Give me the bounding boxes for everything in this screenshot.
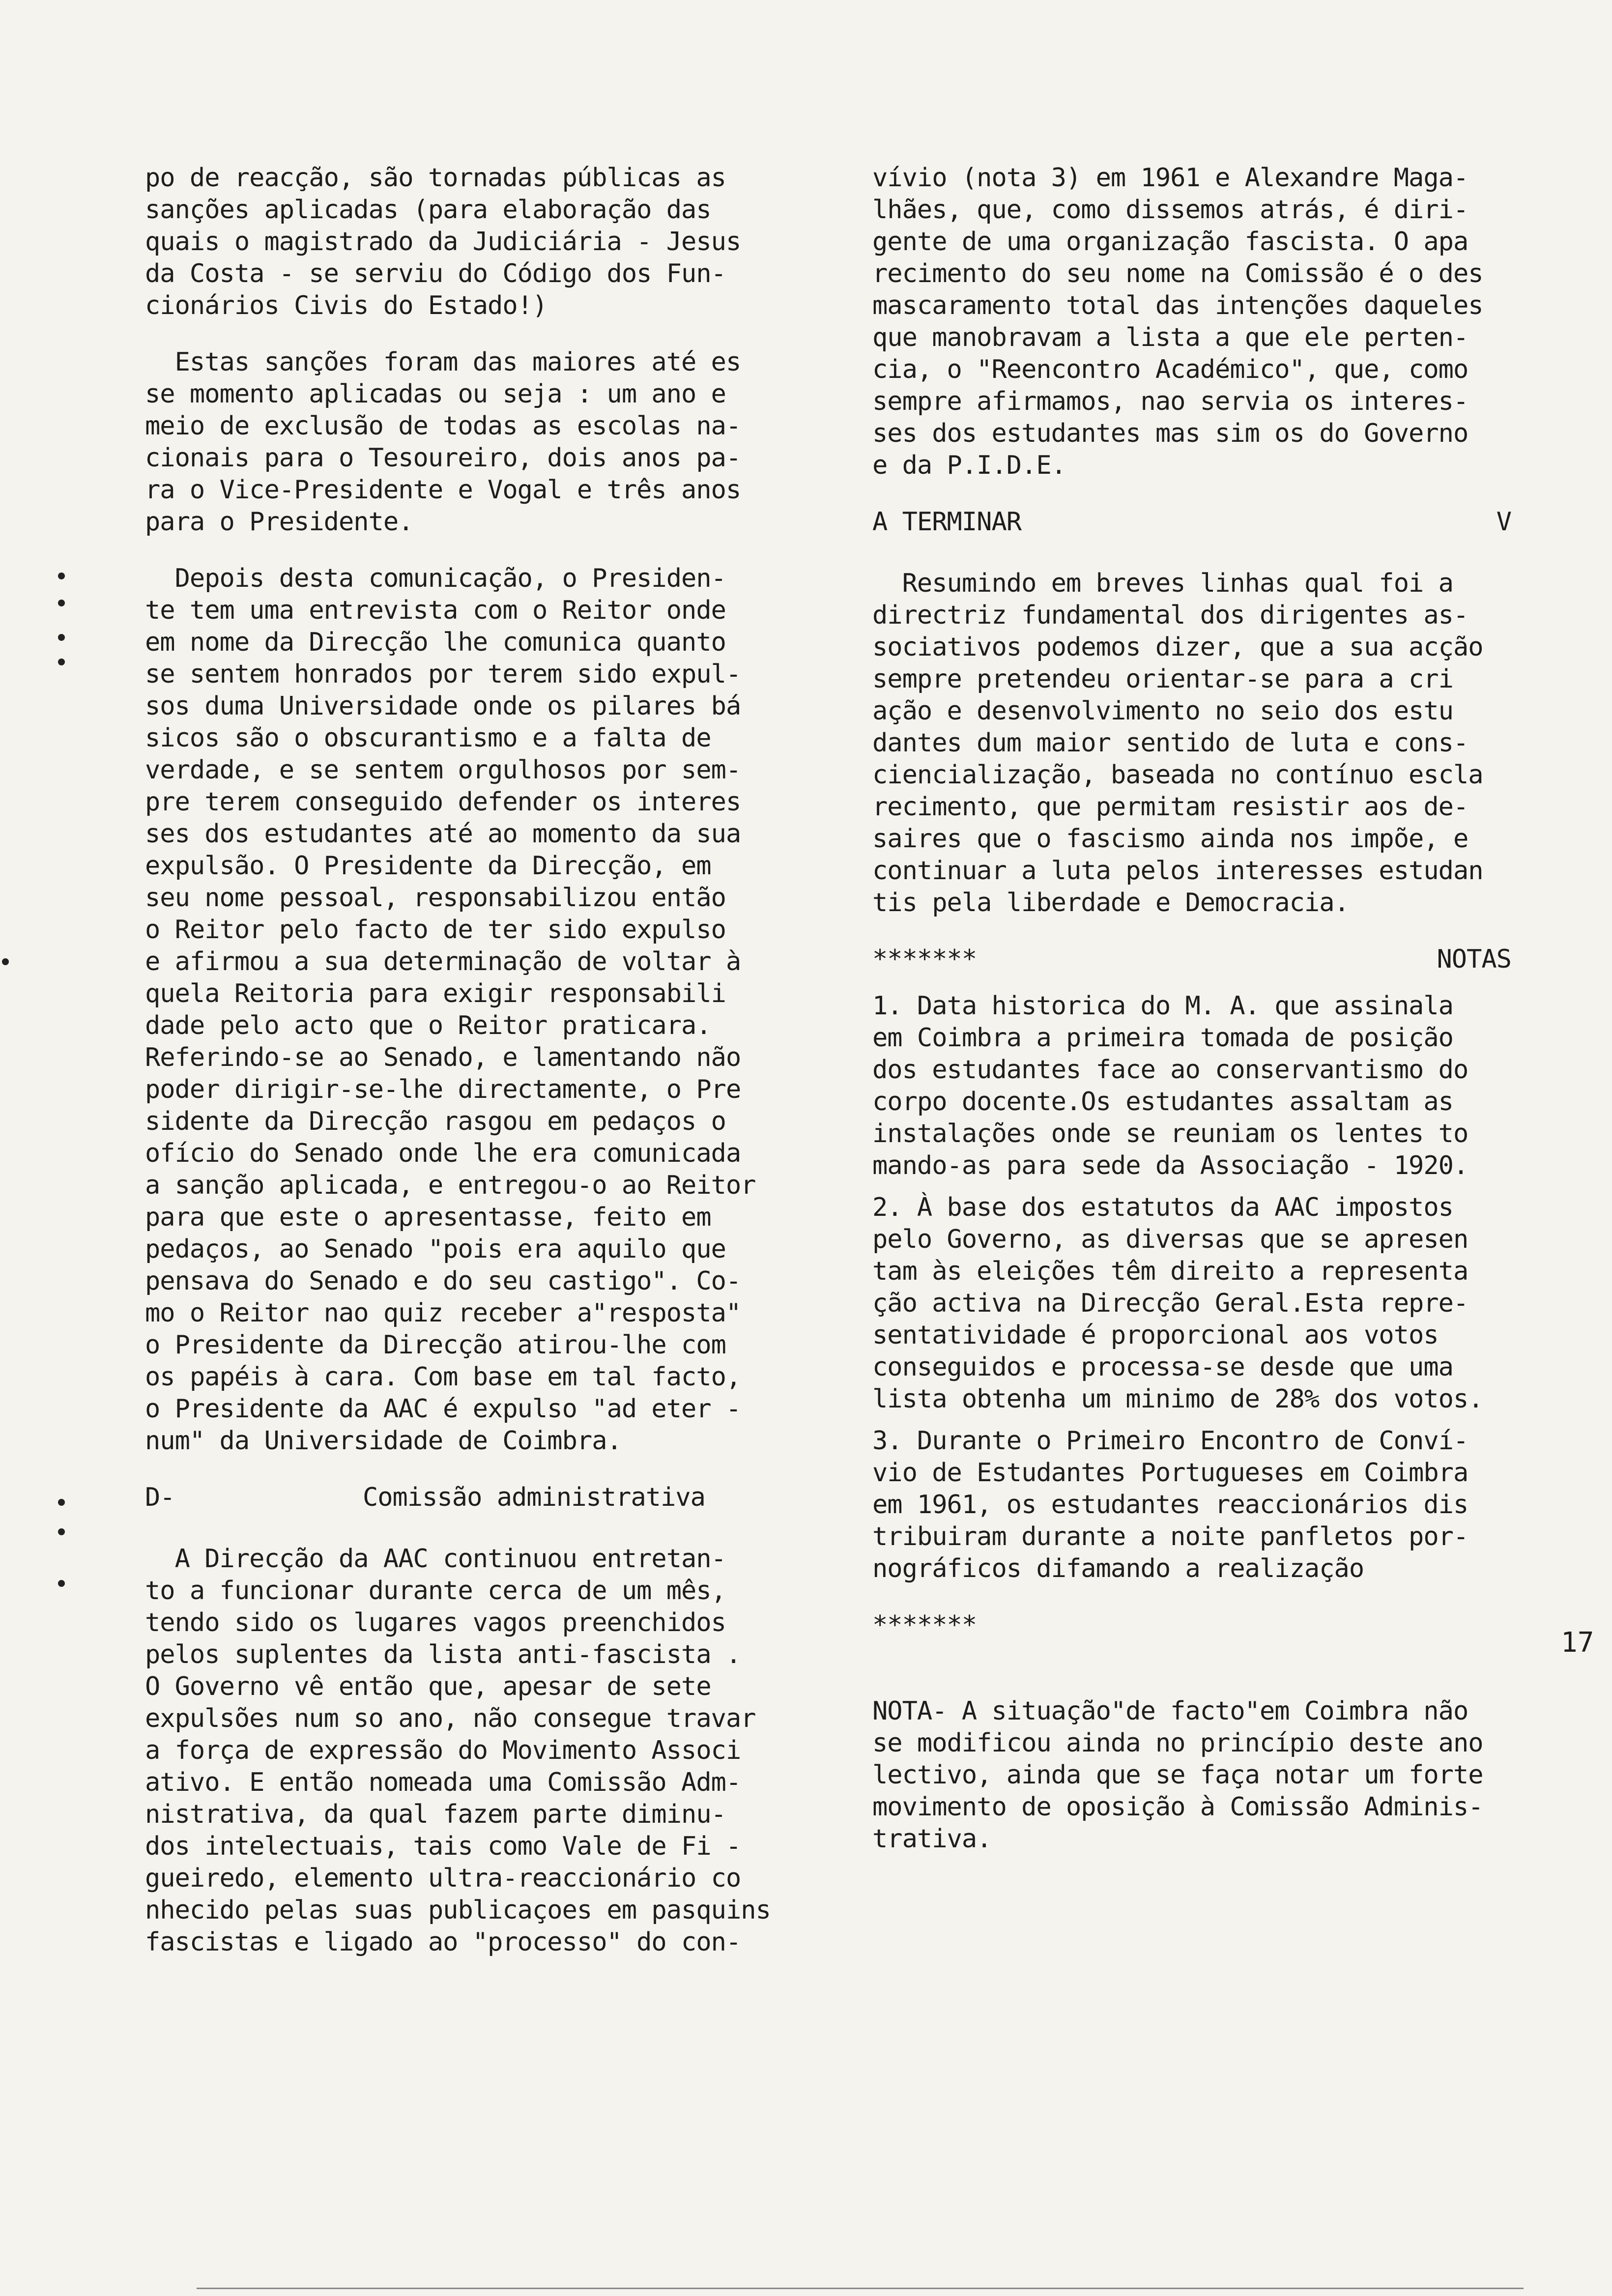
text-line: sentatividade é proporcional aos votos <box>872 1320 1439 1350</box>
text-line: vívio (nota 3) em 1961 e Alexandre Maga- <box>872 163 1468 193</box>
text-line: pensava do Senado e do seu castigo". Co- <box>145 1266 741 1296</box>
notes-separator: ******* <box>872 945 977 974</box>
text-line: verdade, e se sentem orgulhosos por sem- <box>145 755 741 785</box>
text-line: meio de exclusão de todas as escolas na- <box>145 411 741 441</box>
text-line: tis pela liberdade e Democracia. <box>872 888 1349 918</box>
text-line: recimento do seu nome na Comissão é o des <box>872 259 1483 288</box>
separator-line: ******* <box>872 1610 977 1640</box>
text-line: O Governo vê então que, apesar de sete <box>145 1672 711 1701</box>
text-line: po de reacção, são tornadas públicas as <box>145 163 726 193</box>
text-line: expulsões num so ano, não consegue travar <box>145 1704 756 1733</box>
text-line: dos estudantes face ao conservantismo do <box>872 1055 1468 1085</box>
text-line: lectivo, ainda que se faça notar um forte <box>872 1760 1483 1790</box>
text-line: ofício do Senado onde lhe era comunicada <box>145 1139 741 1168</box>
text-line: Estas sanções foram das maiores até es <box>145 347 741 377</box>
text-line: continuar a luta pelos interesses estudan <box>872 856 1483 886</box>
notes-title: NOTAS <box>1437 945 1511 974</box>
text-line: fascistas e ligado ao "processo" do con- <box>145 1927 741 1957</box>
text-line: directriz fundamental dos dirigentes as- <box>872 601 1468 630</box>
text-line: A Direcção da AAC continuou entretan- <box>145 1544 726 1574</box>
text-line: para que este o apresentasse, feito em <box>145 1203 711 1232</box>
text-line: dantes dum maior sentido de luta e cons- <box>872 728 1468 758</box>
text-line: se momento aplicadas ou seja : um ano e <box>145 379 726 409</box>
left-paragraph-4 <box>145 1543 784 1958</box>
text-line: ação e desenvolvimento no seio dos estu <box>872 696 1453 726</box>
text-line: movimento de oposição à Comissão Adminis- <box>872 1792 1483 1822</box>
text-line: conseguidos e processa-se desde que uma <box>872 1352 1453 1382</box>
text-line: e afirmou a sua determinação de voltar à <box>145 947 741 976</box>
margin-dot <box>58 1499 65 1506</box>
text-line: cionais para o Tesoureiro, dois anos pa- <box>145 443 741 473</box>
note-1 <box>872 990 1511 1182</box>
page-number: 17 <box>1561 1627 1594 1659</box>
text-line: o Presidente da AAC é expulso "ad eter - <box>145 1394 741 1424</box>
text-line: Referindo-se ao Senado, e lamentando não <box>145 1043 741 1072</box>
left-paragraph-1 <box>145 162 784 322</box>
right-paragraph-1 <box>872 162 1511 482</box>
text-line: se modificou ainda no princípio deste ano <box>872 1728 1483 1758</box>
margin-dot <box>58 573 65 579</box>
notes-heading <box>872 944 1511 976</box>
text-line: cionários Civis do Estado!) <box>145 291 547 320</box>
margin-dot <box>58 659 65 665</box>
text-line: to a funcionar durante cerca de um mês, <box>145 1576 726 1606</box>
text-line: o Reitor pelo facto de ter sido expulso <box>145 915 726 945</box>
text-line: sanções aplicadas (para elaboração das <box>145 195 711 225</box>
section-title: Comissão administrativa <box>362 1483 705 1512</box>
text-line: Depois desta comunicação, o Presiden- <box>145 564 726 593</box>
text-line: 3. Durante o Primeiro Encontro de Conví- <box>872 1426 1468 1456</box>
text-line: expulsão. O Presidente da Direcção, em <box>145 851 711 881</box>
text-line: lista obtenha um minimo de 28% dos votos. <box>872 1384 1483 1414</box>
text-line: ra o Vice-Presidente e Vogal e três anos <box>145 475 741 505</box>
text-line: e da P.I.D.E. <box>872 451 1066 480</box>
text-line: mo o Reitor nao quiz receber a"resposta" <box>145 1298 741 1328</box>
section-numeral: V <box>1496 507 1511 537</box>
text-line: ses dos estudantes mas sim os do Governo <box>872 419 1468 448</box>
text-line: lhães, que, como dissemos atrás, é diri- <box>872 195 1468 225</box>
text-line: nográficos difamando a realização <box>872 1554 1364 1583</box>
left-paragraph-2 <box>145 346 784 538</box>
text-line: tam às eleições têm direito a representa <box>872 1257 1468 1286</box>
text-line: ção activa na Direcção Geral.Esta repre- <box>872 1289 1468 1318</box>
text-line: em Coimbra a primeira tomada de posição <box>872 1023 1453 1053</box>
text-line: o Presidente da Direcção atirou-lhe com <box>145 1330 726 1360</box>
text-line: ativo. E então nomeada uma Comissão Adm- <box>145 1768 741 1797</box>
text-line: os papéis à cara. Com base em tal facto, <box>145 1362 741 1392</box>
margin-dot <box>58 1528 65 1535</box>
text-line: instalações onde se reuniam os lentes to <box>872 1119 1468 1148</box>
left-column <box>145 162 784 1983</box>
nota-paragraph <box>872 1695 1511 1855</box>
text-line: gueiredo, elemento ultra-reaccionário co <box>145 1864 741 1893</box>
text-line: Resumindo em breves linhas qual foi a <box>872 569 1453 598</box>
section-heading-terminar <box>872 506 1511 538</box>
margin-dot <box>58 600 65 606</box>
text-line: sos duma Universidade onde os pilares bá <box>145 691 741 721</box>
text-line: da Costa - se serviu do Código dos Fun- <box>145 259 726 288</box>
text-line: se sentem honrados por terem sido expul- <box>145 660 741 689</box>
margin-dot <box>2 958 9 965</box>
text-line: em nome da Direcção lhe comunica quanto <box>145 628 726 657</box>
text-line: ciencialização, baseada no contínuo escla <box>872 760 1483 790</box>
text-line: pelos suplentes da lista anti-fascista . <box>145 1640 741 1669</box>
section-heading-d <box>145 1482 784 1514</box>
text-line: vio de Estudantes Portugueses em Coimbra <box>872 1458 1468 1488</box>
margin-dot <box>58 1580 65 1587</box>
text-line: a sanção aplicada, e entregou-o ao Reitor <box>145 1171 756 1200</box>
text-line: sicos são o obscurantismo e a falta de <box>145 723 711 753</box>
note-3 <box>872 1425 1511 1585</box>
text-line: sidente da Direcção rasgou em pedaços o <box>145 1107 726 1136</box>
text-line: 2. À base dos estatutos da AAC impostos <box>872 1193 1453 1222</box>
text-line: sociativos podemos dizer, que a sua acção <box>872 632 1483 662</box>
text-line: tribuiram durante a noite panfletos por- <box>872 1522 1468 1551</box>
bottom-edge-line <box>197 2288 1524 2289</box>
text-line: poder dirigir-se-lhe directamente, o Pre <box>145 1075 741 1104</box>
text-line: a força de expressão do Movimento Associ <box>145 1736 741 1765</box>
text-line: NOTA- A situação"de facto"em Coimbra não <box>872 1696 1468 1726</box>
text-line: tendo sido os lugares vagos preenchidos <box>145 1608 726 1637</box>
text-line: nhecido pelas suas publicaçoes em pasquins <box>145 1895 771 1925</box>
text-line: num" da Universidade de Coimbra. <box>145 1426 622 1456</box>
text-line: seu nome pessoal, responsabilizou então <box>145 883 726 913</box>
note-2 <box>872 1192 1511 1415</box>
text-line: pedaços, ao Senado "pois era aquilo que <box>145 1234 726 1264</box>
text-line: em 1961, os estudantes reaccionários dis <box>872 1490 1468 1520</box>
section-title: A TERMINAR <box>872 507 1022 537</box>
text-line: pre terem conseguido defender os interes <box>145 787 741 817</box>
text-line: que manobravam a lista a que ele perten- <box>872 323 1468 352</box>
text-line: 1. Data historica do M. A. que assinala <box>872 991 1453 1021</box>
text-line: mando-as para sede da Associação - 1920. <box>872 1151 1468 1180</box>
text-line: sempre afirmamos, nao servia os interes- <box>872 387 1468 416</box>
text-line: nistrativa, da qual fazem parte diminu- <box>145 1800 726 1829</box>
text-line: corpo docente.Os estudantes assaltam as <box>872 1087 1453 1117</box>
right-paragraph-2 <box>872 568 1511 919</box>
text-line: saires que o fascismo ainda nos impõe, e <box>872 824 1468 854</box>
left-paragraph-3 <box>145 563 784 1457</box>
margin-dot <box>58 634 65 641</box>
text-line: quais o magistrado da Judiciária - Jesus <box>145 227 741 257</box>
text-line: te tem uma entrevista com o Reitor onde <box>145 596 726 625</box>
text-line: para o Presidente. <box>145 507 413 537</box>
section-letter: D- <box>145 1483 175 1512</box>
text-line: dade pelo acto que o Reitor praticara. <box>145 1011 711 1040</box>
text-line: dos intelectuais, tais como Vale de Fi - <box>145 1832 741 1861</box>
text-line: ses dos estudantes até ao momento da sua <box>145 819 741 849</box>
text-line: quela Reitoria para exigir responsabili <box>145 979 726 1008</box>
text-line: recimento, que permitam resistir aos de- <box>872 792 1468 822</box>
text-line: sempre pretendeu orientar-se para a cri <box>872 664 1453 694</box>
right-column <box>872 162 1511 1880</box>
text-line: mascaramento total das intenções daqueles <box>872 291 1483 320</box>
notes-end-separator <box>872 1609 1511 1641</box>
text-line: cia, o "Reencontro Académico", que, como <box>872 355 1468 384</box>
text-line: gente de uma organização fascista. O apa <box>872 227 1468 257</box>
text-line: pelo Governo, as diversas que se apresen <box>872 1225 1468 1254</box>
text-line: trativa. <box>872 1824 992 1854</box>
